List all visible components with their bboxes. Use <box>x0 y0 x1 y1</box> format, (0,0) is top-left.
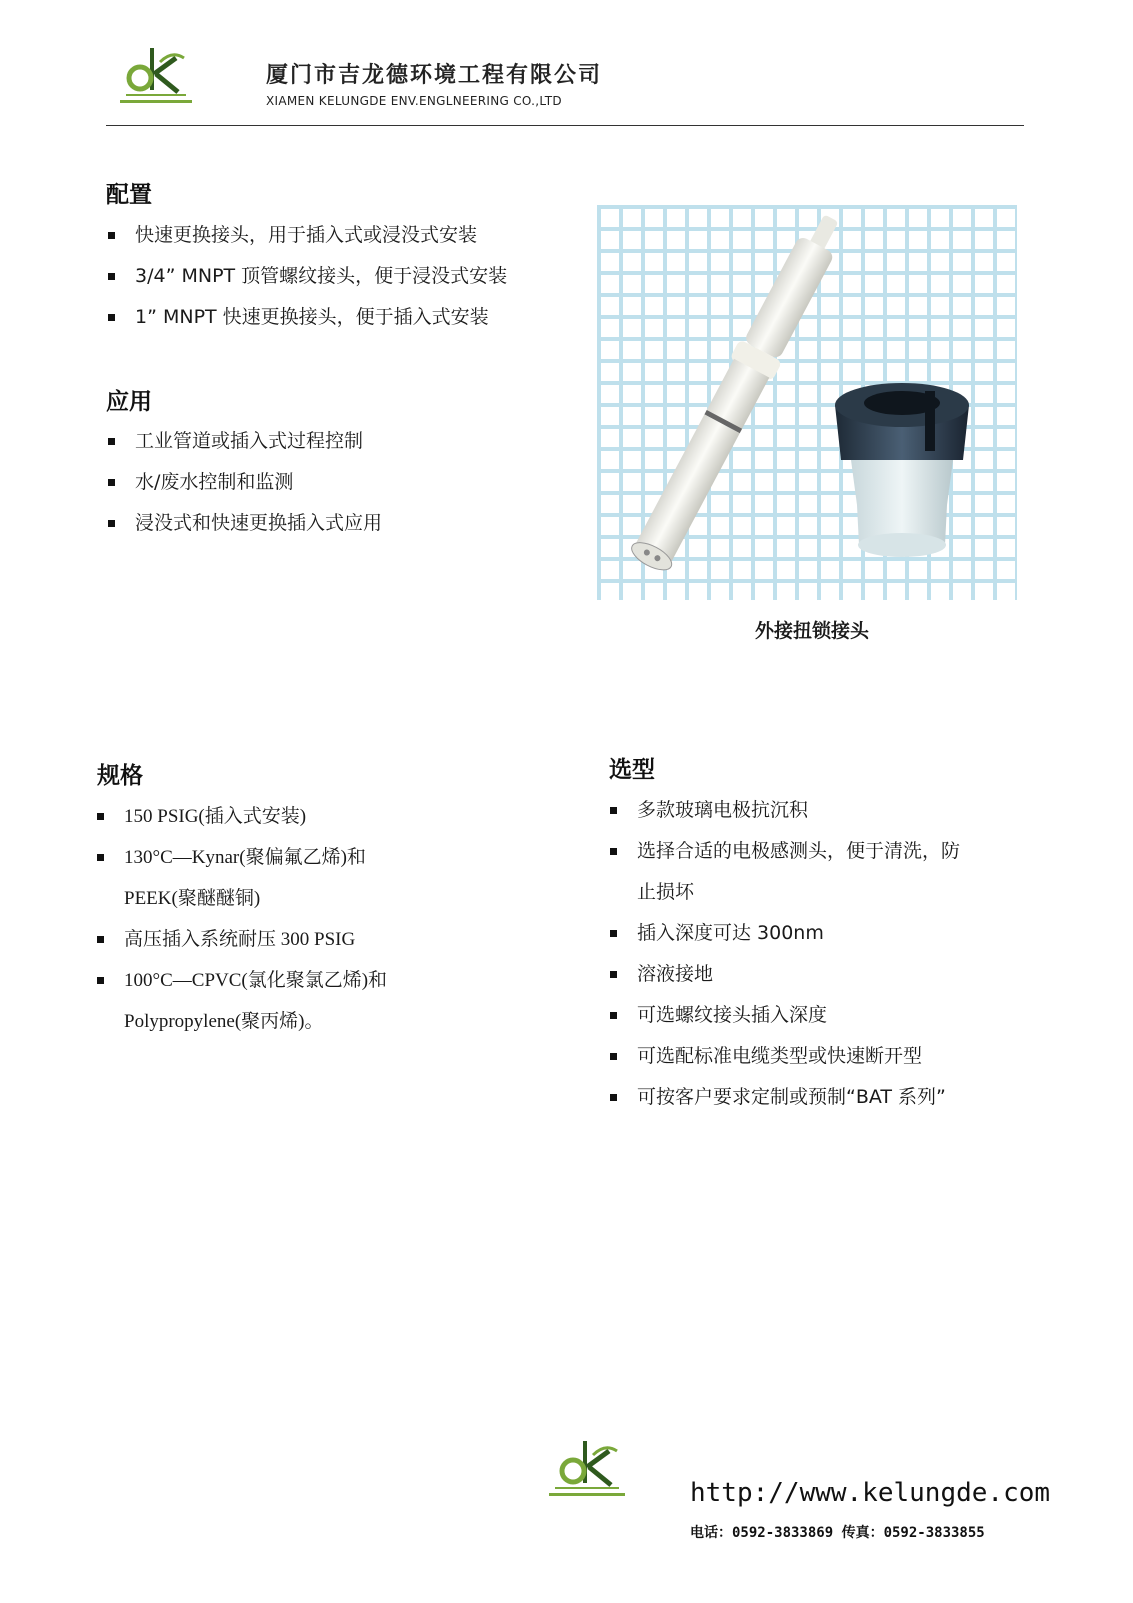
list-item: 可按客户要求定制或预制“BAT 系列” <box>610 1077 960 1118</box>
selection-list <box>610 790 960 1118</box>
list-item: 快速更换接头，用于插入式或浸没式安装 <box>108 215 507 256</box>
config-list <box>108 215 507 338</box>
application-heading: 应用 <box>106 389 152 415</box>
list-item: 150 PSIG(插入式安装) <box>97 796 387 837</box>
list-item: 可选螺纹接头插入深度 <box>610 995 960 1036</box>
selection-heading: 选型 <box>609 757 655 783</box>
specs-list <box>97 796 387 1042</box>
list-item: 高压插入系统耐压 300 PSIG <box>97 919 387 960</box>
list-item: 工业管道或插入式过程控制 <box>108 421 382 462</box>
list-item: 插入深度可达 300nm <box>610 913 960 954</box>
contact-info: 电话：0592-3833869 传真：0592-3833855 <box>690 1525 985 1541</box>
header-divider <box>106 125 1024 126</box>
list-item: 水/废水控制和监测 <box>108 462 382 503</box>
list-item: 130°C—Kynar(聚偏氟乙烯)和 PEEK(聚醚醚铜) <box>97 837 387 919</box>
list-item: 溶液接地 <box>610 954 960 995</box>
footer-logo <box>545 1437 627 1499</box>
list-item: 选择合适的电极感测头，便于清洗，防 止损坏 <box>610 831 960 913</box>
photo-caption: 外接扭锁接头 <box>755 620 870 642</box>
list-item: 1” MNPT 快速更换接头，便于插入式安装 <box>108 297 507 338</box>
company-name-en: XIAMEN KELUNGDE ENV.ENGLNEERING CO.,LTD <box>266 94 562 108</box>
config-heading: 配置 <box>106 182 152 208</box>
list-item: 浸没式和快速更换插入式应用 <box>108 503 382 544</box>
website-url[interactable]: http://www.kelungde.com <box>690 1478 1051 1508</box>
company-logo <box>112 44 194 106</box>
list-item: 可选配标准电缆类型或快速断开型 <box>610 1036 960 1077</box>
company-name-cn: 厦门市吉龙德环境工程有限公司 <box>266 63 603 88</box>
application-list <box>108 421 382 544</box>
list-item: 多款玻璃电极抗沉积 <box>610 790 960 831</box>
specs-heading: 规格 <box>97 763 143 789</box>
list-item: 3/4” MNPT 顶管螺纹接头，便于浸没式安装 <box>108 256 507 297</box>
list-item: 100°C—CPVC(氯化聚氯乙烯)和 Polypropylene(聚丙烯)。 <box>97 960 387 1042</box>
product-photo <box>597 205 1017 600</box>
